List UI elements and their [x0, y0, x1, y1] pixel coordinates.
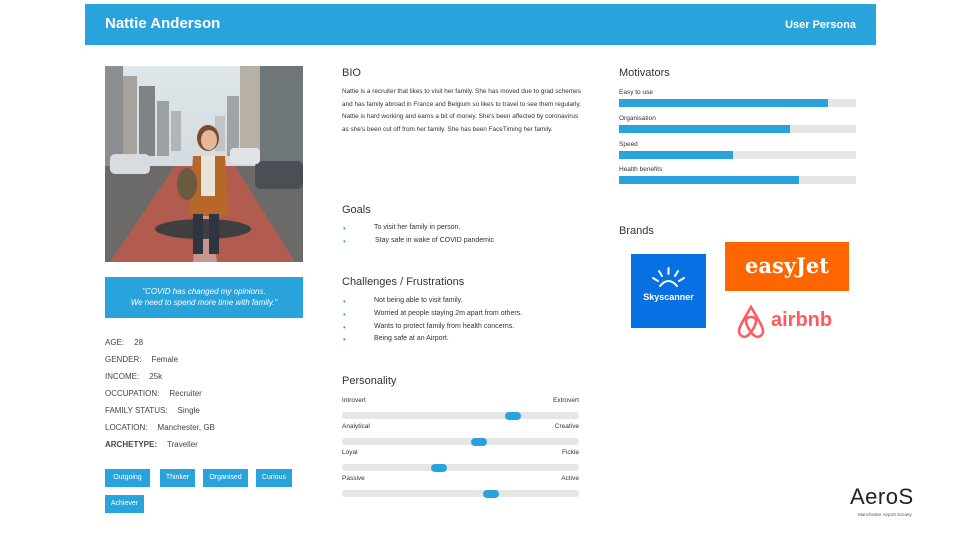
goals-title: Goals: [342, 204, 371, 216]
header-tag: User Persona: [785, 19, 856, 31]
fact-value: Manchester, GB: [157, 423, 215, 432]
slider-right-label: Active: [561, 475, 579, 482]
slider-knob[interactable]: [431, 464, 447, 472]
easyjet-logo: [725, 242, 849, 291]
motivator-fill: [619, 125, 790, 133]
aeros-subtitle: Manchester Airport Society: [858, 512, 912, 517]
trait-tag-outgoing[interactable]: Outgoing: [105, 469, 150, 487]
motivator-label: Speed: [619, 141, 638, 148]
goal-text: To visit her family in person.: [374, 224, 461, 231]
fact-key: OCCUPATION:: [105, 389, 160, 398]
bio-text: Nattie is a recruiter that likes to visit her family. She has moved due to grad schemes and has family abroad in France and Belgium so likes to travel to see them regularly. Nattie is hard working and earns a bit of money. She's been affected by coronavirus as she's been cut off from her family. She has been FaceTiming her family.: [342, 88, 581, 134]
motivator-health-benefits: [619, 166, 856, 184]
trait-tag-thinker[interactable]: Thinker: [160, 469, 195, 487]
slider-track[interactable]: [342, 490, 579, 497]
slider-knob[interactable]: [471, 438, 487, 446]
bio-title: BIO: [342, 67, 361, 79]
motivator-organisation: [619, 115, 856, 133]
slider-left-label: Loyal: [342, 449, 358, 456]
bullet-icon: •: [343, 224, 346, 233]
fact-archetype: [105, 440, 215, 457]
quote-line-1: "COVID has changed my opinions.: [142, 287, 266, 296]
aeros-logo: AeroS: [850, 484, 914, 509]
fact-age: [105, 338, 215, 355]
header-bar: [85, 4, 876, 45]
persona-facts: [105, 338, 215, 457]
slider-analytical-creative: [342, 423, 579, 445]
motivators-title: Motivators: [619, 67, 670, 79]
slider-knob[interactable]: [483, 490, 499, 498]
motivator-label: Easy to use: [619, 89, 653, 96]
fact-key: ARCHETYPE:: [105, 440, 158, 449]
motivator-fill: [619, 176, 799, 184]
fact-key: LOCATION:: [105, 423, 148, 432]
motivator-speed: [619, 141, 856, 159]
skyscanner-wordmark: Skyscanner: [643, 292, 694, 302]
slider-track[interactable]: [342, 438, 579, 445]
fact-value: Female: [151, 355, 179, 364]
slider-passive-active: [342, 475, 579, 497]
persona-photo: [105, 66, 303, 262]
airbnb-logo: [735, 303, 870, 341]
slider-right-label: Fickle: [562, 449, 579, 456]
persona-name: Nattie Anderson: [105, 15, 221, 32]
slider-knob[interactable]: [505, 412, 521, 420]
motivator-bar: [619, 151, 856, 159]
slider-track[interactable]: [342, 464, 579, 471]
fact-key: FAMILY STATUS:: [105, 406, 168, 415]
fact-value: 28: [134, 338, 144, 347]
challenge-text: Not being able to visit family.: [374, 297, 463, 304]
fact-value: Traveller: [167, 440, 198, 449]
slider-left-label: Introvert: [342, 397, 366, 404]
trait-tag-organised[interactable]: Organised: [203, 469, 248, 487]
motivator-fill: [619, 99, 828, 107]
easyjet-wordmark: easyJet: [745, 253, 829, 278]
airbnb-belo-icon: [735, 304, 767, 340]
slider-right-label: Creative: [554, 423, 579, 430]
motivator-easy-to-use: [619, 89, 856, 107]
fact-location: [105, 423, 215, 440]
motivator-label: Organisation: [619, 115, 656, 122]
fact-gender: [105, 355, 215, 372]
motivator-label: Health benefits: [619, 166, 663, 173]
fact-value: Recruiter: [169, 389, 202, 398]
challenges-title: Challenges / Frustrations: [342, 276, 465, 288]
motivator-fill: [619, 151, 733, 159]
skyscanner-logo: [631, 254, 706, 328]
quote-line-2: We need to spend more time with family.": [130, 298, 278, 307]
trait-tag-achiever[interactable]: Achiever: [105, 495, 144, 513]
trait-tag-curious[interactable]: Curious: [256, 469, 292, 487]
bullet-icon: •: [343, 322, 346, 332]
fact-key: AGE:: [105, 338, 125, 347]
slider-track[interactable]: [342, 412, 579, 419]
fact-key: INCOME:: [105, 372, 140, 381]
motivator-bar: [619, 99, 856, 107]
fact-key: GENDER:: [105, 355, 142, 364]
persona-quote: [105, 277, 303, 318]
slider-left-label: Passive: [342, 475, 365, 482]
challenge-text: Wants to protect family from health concerns.: [374, 322, 515, 330]
motivator-bar: [619, 176, 856, 184]
challenge-text: Being safe at an Airport.: [374, 335, 449, 343]
fact-value: 25k: [149, 372, 163, 381]
bullet-icon: •: [343, 297, 346, 306]
bullet-icon: •: [343, 309, 346, 319]
fact-occupation: [105, 389, 215, 406]
motivator-bar: [619, 125, 856, 133]
sunrise-icon: [631, 254, 706, 328]
challenge-text: Worried at people staying 2m apart from others.: [374, 309, 523, 317]
fact-income: [105, 372, 215, 389]
bullet-icon: •: [343, 236, 346, 246]
brands-title: Brands: [619, 225, 654, 237]
slider-loyal-fickle: [342, 449, 579, 471]
personality-title: Personality: [342, 375, 397, 387]
slider-left-label: Analytical: [342, 423, 370, 430]
slider-right-label: Extrovert: [552, 397, 579, 404]
goal-text: Stay safe in wake of COVID pandemic: [375, 236, 495, 244]
airbnb-wordmark: airbnb: [771, 309, 833, 331]
slider-introvert-extrovert: [342, 397, 579, 419]
fact-family-status: [105, 406, 215, 423]
fact-value: Single: [177, 406, 200, 415]
bullet-icon: •: [343, 335, 346, 345]
